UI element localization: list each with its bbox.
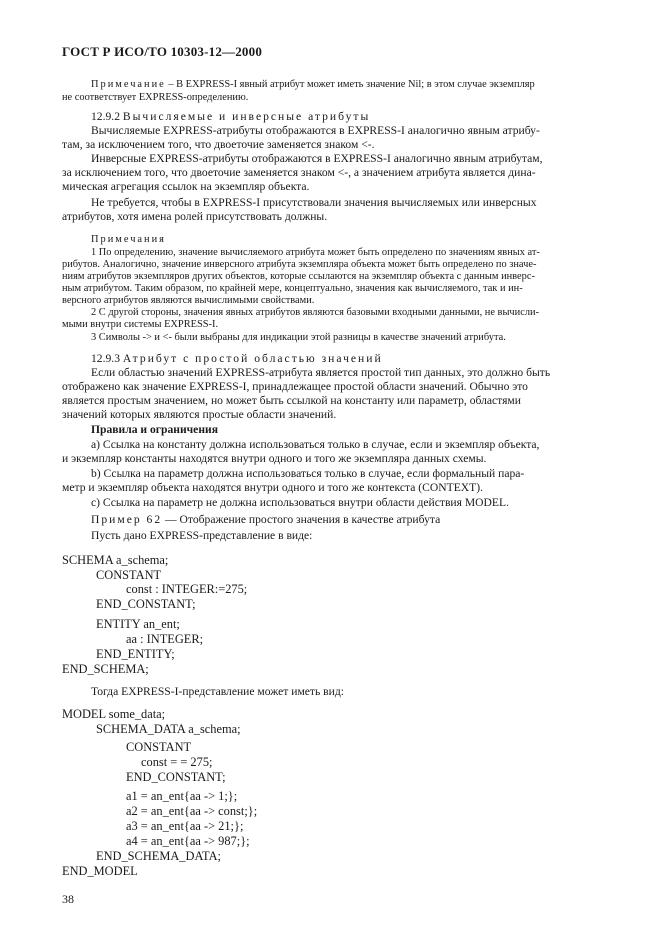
note1-l4: ным атрибутом. Таким образом, по крайней мере, концептуально, значения как вычисляемого, так и ин-	[62, 283, 523, 294]
s1292-p1-l2: там, за исключением того, что двоеточие заменяется знаком <-.	[62, 138, 375, 151]
s1293-p1-l4: значений которых являются простые области значений.	[62, 408, 337, 421]
section-title: Вычисляемые и инверсные атрибуты	[122, 110, 371, 123]
code1-line: CONSTANT	[96, 568, 162, 582]
rule-b-l1: b) Ссылка на параметр должна использоваться только в случае, если формальный пара-	[91, 467, 525, 480]
rule-c: c) Ссылка на параметр не должна использоваться внутри области действия MODEL.	[91, 496, 509, 509]
section-1293-heading	[91, 352, 383, 365]
s1292-p3-l2: атрибутов, хотя имена ролей присутствовать должны.	[62, 210, 328, 223]
page-number: 38	[62, 892, 74, 906]
given-text: Пусть дано EXPRESS-представление в виде:	[91, 529, 313, 542]
rule-b-l2: метр и экземпляр объекта находятся внутри одного и того же контекста (CONTEXT).	[62, 481, 483, 494]
s1292-p2-l1: Инверсные EXPRESS-атрибуты отображаются в EXPRESS-I аналогично явным атрибутам,	[91, 152, 543, 165]
code1-line: END_CONSTANT;	[96, 597, 196, 611]
note-intro-text: – В EXPRESS-I явный атрибут может иметь значение Nil; в этом случае экземпляр	[165, 79, 535, 90]
code2-line: END_MODEL	[62, 864, 138, 878]
s1292-p3-l1: Не требуется, чтобы в EXPRESS-I присутствовали значения вычисляемых или инверсных	[91, 196, 537, 209]
s1293-p1-l1: Если областью значений EXPRESS-атрибута является простой тип данных, это должно быть	[91, 366, 551, 379]
section-number: 12.9.2	[91, 110, 120, 123]
section-1292-heading	[91, 110, 370, 123]
section-number: 12.9.3	[91, 352, 120, 365]
note-intro-line2: не соответствует EXPRESS-определению.	[62, 92, 249, 103]
note2-l1: 2 С другой стороны, значения явных атрибутов являются базовыми входными данными, не вычисли-	[91, 307, 540, 318]
code1-line: const : INTEGER:=275;	[126, 582, 248, 596]
note1-l2: рибутов. Аналогично, значение инверсного атрибута экземпляра объекта может быть определено по значе-	[62, 259, 537, 270]
code2-line: MODEL some_data;	[62, 707, 166, 721]
note-intro-label: Примечание	[91, 79, 166, 90]
code2-line: END_CONSTANT;	[126, 770, 226, 784]
then-text: Тогда EXPRESS-I-представление может иметь вид:	[91, 685, 344, 698]
note1-l5: версного атрибутов являются вычислимыми свойствами.	[62, 295, 315, 306]
code2-line: a3 = an_ent{aa -> 21;};	[126, 819, 244, 833]
s1292-p2-l3: мическая агрегация ссылок на экземпляр объекта.	[62, 180, 310, 193]
s1293-p1-l2: отображено как значение EXPRESS-I, принадлежащее простой области значений. Обычно это	[62, 380, 528, 393]
rules-title: Правила и ограничения	[91, 423, 218, 436]
s1293-p1-l3: является простым значением, но может быть ссылкой на константу или параметр, областями	[62, 394, 521, 407]
note1-l3: ниям атрибутов экземпляров других объектов, которые ссылаются на экземпляр объекта с данным инверс-	[62, 271, 535, 282]
code1-line: ENTITY an_ent;	[96, 617, 180, 631]
note2-l2: мыми внутри системы EXPRESS-I.	[62, 319, 219, 330]
code2-line: const = = 275;	[141, 755, 213, 769]
code2-line: a1 = an_ent{aa -> 1;};	[126, 789, 238, 803]
s1292-p2-l2: за исключением того, что двоеточие заменяется знаком <-, а значением атрибута является дина-	[62, 166, 536, 179]
code2-line: END_SCHEMA_DATA;	[96, 849, 221, 863]
rule-a-l1: a) Ссылка на константу должна использоваться только в случае, если и экземпляр объекта,	[91, 438, 540, 451]
note-intro-line1	[91, 79, 535, 90]
code2-line: a2 = an_ent{aa -> const;};	[126, 804, 258, 818]
code1-line: END_ENTITY;	[96, 647, 175, 661]
example-caption	[91, 513, 440, 526]
rule-a-l2: и экземпляр константы находятся внутри одного и того же экземпляра данных схемы.	[62, 452, 487, 465]
code2-line: a4 = an_ent{aa -> 987;};	[126, 834, 250, 848]
code2-line: SCHEMA_DATA a_schema;	[96, 722, 241, 736]
example-label: Пример 62	[91, 513, 163, 526]
code1-line: END_SCHEMA;	[62, 662, 149, 676]
section-title: Атрибут с простой областью значений	[122, 352, 383, 365]
code2-line: CONSTANT	[126, 740, 192, 754]
notes-title: Примечания	[91, 234, 166, 245]
example-title: — Отображение простого значения в качестве атрибута	[162, 513, 441, 526]
note1-l1: 1 По определению, значение вычисляемого атрибута может быть определено по значениям явных ат-	[91, 247, 540, 258]
code1-line: aa : INTEGER;	[126, 632, 204, 646]
code1-line: SCHEMA a_schema;	[62, 553, 169, 567]
note3: 3 Символы -> и <- были выбраны для индикации этой разницы в качестве значений атрибута.	[91, 332, 506, 343]
page-header: ГОСТ Р ИСО/ТО 10303-12—2000	[62, 44, 263, 59]
s1292-p1-l1: Вычисляемые EXPRESS-атрибуты отображаются в EXPRESS-I аналогично явным атрибу-	[91, 124, 540, 137]
